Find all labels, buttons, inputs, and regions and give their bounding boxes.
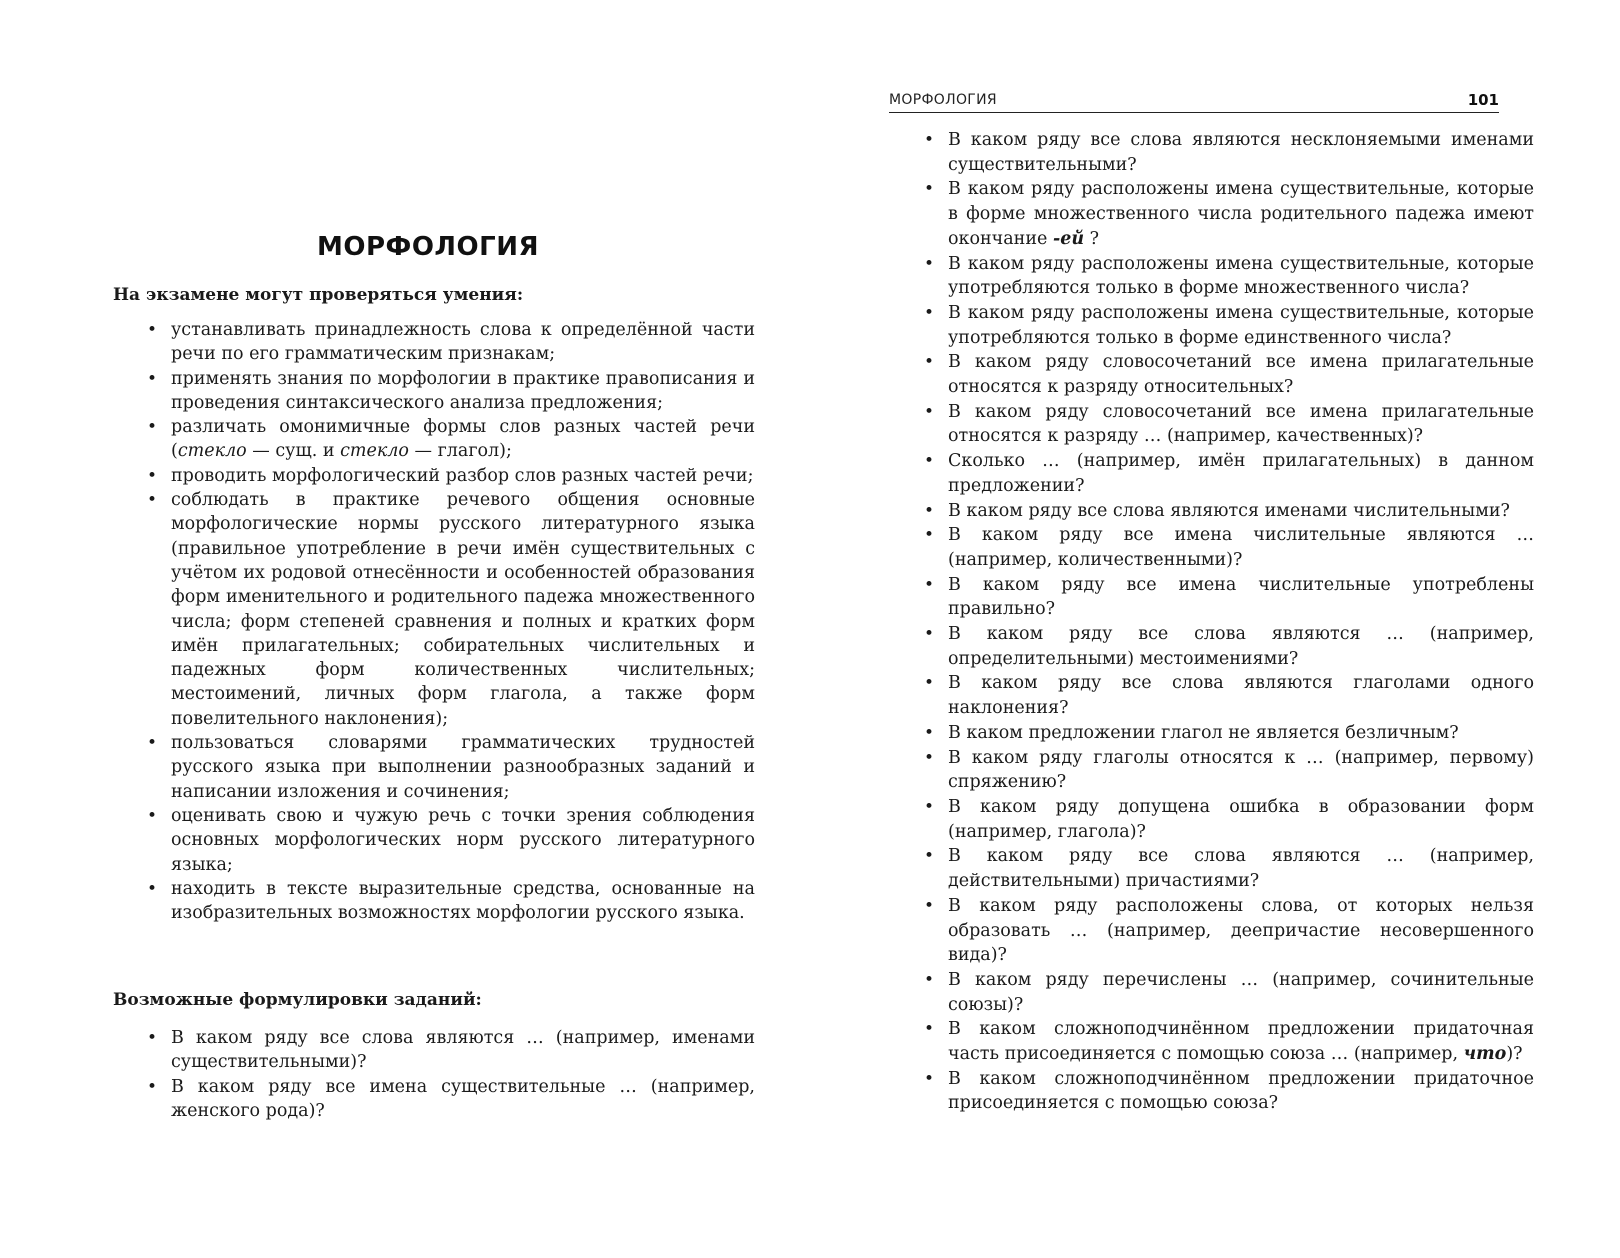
bullet-icon: • [924, 179, 935, 200]
bullet-icon: • [924, 451, 935, 472]
bullet-icon: • [924, 895, 935, 916]
bullet-icon: • [924, 500, 935, 521]
list-item: • В каком ряду расположены имена существительные, которые употребляются только в форме множественного числа? [924, 253, 1534, 299]
list-item: • В каком предложении глагол не является безличным? [920, 721, 1534, 746]
list-item: • В каком ряду глаголы относятся к … (например, первому) спряжению? [924, 747, 1534, 793]
bullet-icon: • [924, 574, 935, 595]
list-item: • В каком ряду все слова являются … (например, определительными) местоимениями? [924, 624, 1534, 669]
bullet-icon: • [924, 747, 935, 768]
list-item: • В каком ряду допущена ошибка в образовании форм (например, глагола)? [924, 796, 1534, 842]
bullet-icon: • [924, 525, 935, 546]
list-item: • Сколько … (например, имён прилагательных) в данном предложении? [924, 451, 1534, 496]
bullet-icon: • [147, 733, 158, 754]
list-item: • различать омонимичные формы слов разных частей речи (стекло — сущ. и стекло — глагол); [147, 417, 755, 462]
list-item: • находить в тексте выразительные средства, основанные на изобразительных возможностях морфологии русского языка. [147, 878, 755, 924]
bullet-icon: • [147, 1028, 158, 1048]
left-page [0, 0, 800, 1258]
list-item: • В каком ряду все имена числительные являются … (например, количественными)? [924, 525, 1534, 570]
list-item: • применять знания по морфологии в практике правописания и проведения синтаксического анализа предложения; [147, 368, 755, 413]
list-item: • В каком ряду все имена числительные употреблены правильно? [924, 574, 1534, 620]
bullet-icon: • [924, 401, 935, 422]
bullet-icon: • [924, 1019, 935, 1040]
tasks-heading: Возможные формулировки заданий: [113, 990, 482, 1010]
bullet-icon: • [924, 130, 935, 150]
bold-italic-conjunction: что [1463, 1044, 1507, 1065]
list-item: • проводить морфологический разбор слов разных частей речи; [143, 464, 755, 488]
list-item: • В каком ряду все слова являются … (например, именами существительными)? [147, 1028, 755, 1073]
chapter-title: МОРФОЛОГИЯ [317, 232, 539, 262]
list-item: • устанавливать принадлежность слова к определённой части речи по его грамматическим признакам; [147, 320, 755, 365]
list-item: • В каком ряду все слова являются … (например, действительными) причастиями? [924, 846, 1534, 892]
bullet-icon: • [147, 1076, 158, 1097]
list-item: • В каком ряду все слова являются именами числительными? [920, 499, 1534, 524]
list-item: • В каком ряду расположены имена существительные, которые употребляются только в форме единственного числа? [924, 302, 1534, 348]
tasks-list-left [143, 1026, 755, 1123]
bullet-icon: • [924, 722, 935, 743]
bullet-icon: • [924, 969, 935, 990]
list-item: • В каком ряду расположены имена существительные, которые в форме множественного числа родительного падежа имеют окончание -ей ? [924, 179, 1534, 249]
bullet-icon: • [147, 805, 158, 826]
list-item: • В каком ряду словосочетаний все имена прилагательные относятся к разряду … (например, качественных)? [924, 401, 1534, 447]
running-title: МОРФОЛОГИЯ [889, 92, 997, 108]
running-header [889, 90, 1499, 113]
list-item: • В каком ряду перечислены … (например, сочинительные союзы)? [924, 969, 1534, 1015]
bullet-icon: • [147, 320, 158, 340]
list-item: • соблюдать в практике речевого общения основные морфологические нормы русского литературного языка (правильное употребление в речи имён существительных с учётом их родовой отнесённости и особенностей образования форм именительного и родительного падежа множественного числа; форм степеней сравнения и полных и кратких форм имён прилагательных; собирательных числительных и падежных форм количественных числительных; местоимений, личных форм глагола, а также форм повелительного наклонения); [147, 490, 755, 729]
bullet-icon: • [924, 1068, 935, 1089]
list-item: • В каком ряду все имена существительные … (например, женского рода)? [147, 1076, 755, 1121]
list-item: • пользоваться словарями грамматических трудностей русского языка при выполнении разнообразных заданий и написании изложения и сочинения; [147, 733, 755, 802]
list-item: • В каком ряду все слова являются глаголами одного наклонения? [924, 673, 1534, 719]
skills-heading: На экзамене могут проверяться умения: [113, 285, 524, 305]
bullet-icon: • [924, 624, 935, 645]
list-item: • оценивать свою и чужую речь с точки зрения соблюдения основных морфологических норм русского литературного языка; [147, 805, 755, 875]
italic-example: стекло [177, 441, 247, 462]
skills-list [143, 318, 755, 925]
bullet-icon: • [924, 253, 935, 274]
tasks-list-right [920, 128, 1534, 1116]
bullet-icon: • [924, 796, 935, 817]
bullet-icon: • [147, 368, 158, 389]
list-item: • В каком ряду словосочетаний все имена прилагательные относятся к разряду относительных? [924, 352, 1534, 398]
bullet-icon: • [924, 846, 935, 867]
bullet-icon: • [924, 352, 935, 373]
bullet-icon: • [924, 302, 935, 323]
bullet-icon: • [147, 465, 158, 486]
bullet-icon: • [147, 417, 158, 438]
list-item: • В каком ряду все слова являются несклоняемыми именами существительными? [924, 130, 1534, 175]
list-item: • В каком сложноподчинённом предложении придаточное присоединяется с помощью союза? [924, 1068, 1534, 1114]
list-item: • В каком ряду расположены слова, от которых нельзя образовать … (например, деепричастие несовершенного вида)? [924, 895, 1534, 966]
italic-example: стекло [340, 441, 409, 462]
bullet-icon: • [147, 878, 158, 899]
bullet-icon: • [147, 490, 158, 511]
page-number: 101 [1467, 91, 1499, 109]
bullet-icon: • [924, 673, 935, 694]
list-item: • В каком сложноподчинённом предложении придаточная часть присоединяется с помощью союза … (например, что)? [924, 1019, 1534, 1065]
bold-italic-ending: -ей [1052, 228, 1085, 249]
